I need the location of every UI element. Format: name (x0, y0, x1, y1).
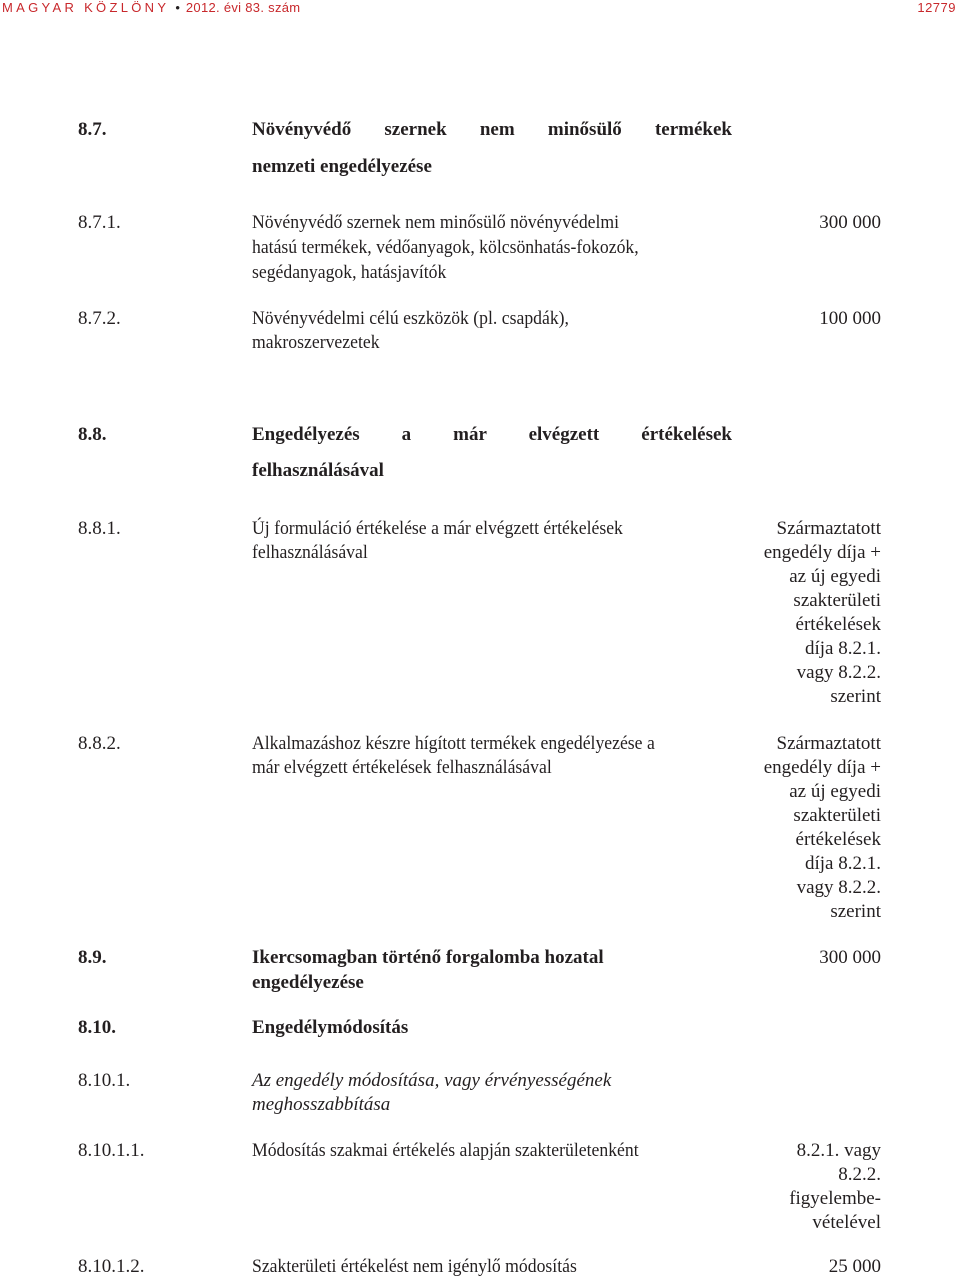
item-fee-8-8-1-line7: vagy 8.2.2. (796, 662, 881, 683)
item-fee-8-10-1-1-line3: figyelembe- (789, 1188, 881, 1209)
publication-title: MAGYAR KÖZLÖNY (2, 0, 170, 15)
item-text-8-10-1-2: Szakterületi értékelést nem igénylő módosítás (252, 1256, 577, 1277)
item-fee-8-7-2: 100 000 (819, 308, 881, 329)
item-fee-8-10-1-1-line2: 8.2.2. (838, 1164, 881, 1185)
item-text-8-10-1-line2: meghosszabbítása (252, 1094, 391, 1115)
section-number-8-10: 8.10. (78, 1017, 116, 1038)
item-text-8-7-2-line1: Növényvédelmi célú eszközök (pl. csapdák), (252, 308, 569, 329)
section-number-8-7: 8.7. (78, 119, 107, 140)
item-text-8-10-1-1: Módosítás szakmai értékelés alapján szakterületenként (252, 1140, 639, 1161)
item-number-8-10-1-2: 8.10.1.2. (78, 1256, 145, 1277)
page-header (0, 0, 960, 18)
issue-label: 2012. évi 83. szám (185, 0, 301, 15)
item-fee-8-8-2-line1: Származtatott (776, 733, 881, 754)
item-text-8-10-1-line1: Az engedély módosítása, vagy érvényességének (252, 1070, 612, 1091)
header-left (2, 0, 300, 15)
item-text-8-7-2-line2: makroszervezetek (252, 332, 380, 353)
item-fee-8-8-2-line4: szakterületi (793, 805, 881, 826)
item-text-8-7-1-line2: hatású termékek, védőanyagok, kölcsönhatás-fokozók, (252, 237, 639, 258)
item-text-8-8-1-line2: felhasználásával (252, 542, 368, 563)
item-fee-8-8-2-line6: díja 8.2.1. (805, 853, 881, 874)
page-number: 12779 (917, 0, 956, 15)
section-number-8-8: 8.8. (78, 424, 107, 445)
item-text-8-7-1-line3: segédanyagok, hatásjavítók (252, 262, 447, 283)
section-title-8-10: Engedélymódosítás (252, 1017, 409, 1038)
item-fee-8-8-1-line8: szerint (830, 686, 881, 707)
item-fee-8-8-1-line5: értékelések (795, 614, 881, 635)
item-fee-8-8-1-line4: szakterületi (793, 590, 881, 611)
item-fee-8-8-1-line6: díja 8.2.1. (805, 638, 881, 659)
item-fee-8-8-2-line3: az új egyedi (789, 781, 881, 802)
item-fee-8-8-1-line2: engedély díja + (763, 542, 881, 563)
item-number-8-7-2: 8.7.2. (78, 308, 121, 329)
item-fee-8-8-2-line7: vagy 8.2.2. (796, 877, 881, 898)
section-title-8-8-line1: Engedélyezés a már elvégzett értékelések (252, 424, 732, 445)
item-fee-8-8-1-line3: az új egyedi (789, 566, 881, 587)
section-title-8-7-line1: Növényvédő szernek nem minősülő termékek (252, 119, 732, 140)
section-title-8-9-line1: Ikercsomagban történő forgalomba hozatal (252, 947, 604, 968)
section-fee-8-9: 300 000 (819, 947, 881, 968)
item-text-8-8-1-line1: Új formuláció értékelése a már elvégzett értékelések (252, 518, 623, 539)
item-fee-8-10-1-1-line4: vételével (812, 1212, 881, 1233)
item-number-8-8-1: 8.8.1. (78, 518, 121, 539)
item-fee-8-8-1-line1: Származtatott (776, 518, 881, 539)
item-fee-8-8-2-line5: értékelések (795, 829, 881, 850)
item-fee-8-10-1-1-line1: 8.2.1. vagy (796, 1140, 881, 1161)
item-number-8-10-1: 8.10.1. (78, 1070, 131, 1091)
section-title-8-7-line2: nemzeti engedélyezése (252, 156, 432, 177)
item-fee-8-8-2-line2: engedély díja + (763, 757, 881, 778)
section-title-8-9-line2: engedélyezése (252, 972, 364, 993)
item-text-8-8-2-line2: már elvégzett értékelések felhasználásával (252, 757, 552, 778)
item-text-8-8-2-line1: Alkalmazáshoz készre hígított termékek engedélyezése a (252, 733, 655, 754)
item-text-8-7-1-line1: Növényvédő szernek nem minősülő növényvédelmi (252, 212, 620, 233)
item-fee-8-8-2-line8: szerint (830, 901, 881, 922)
item-number-8-8-2: 8.8.2. (78, 733, 121, 754)
item-fee-8-10-1-2: 25 000 (828, 1256, 881, 1277)
header-bullet: • (175, 0, 180, 15)
item-fee-8-7-1: 300 000 (819, 212, 881, 233)
item-number-8-7-1: 8.7.1. (78, 212, 121, 233)
section-number-8-9: 8.9. (78, 947, 107, 968)
item-number-8-10-1-1: 8.10.1.1. (78, 1140, 145, 1161)
section-title-8-8-line2: felhasználásával (252, 460, 384, 481)
